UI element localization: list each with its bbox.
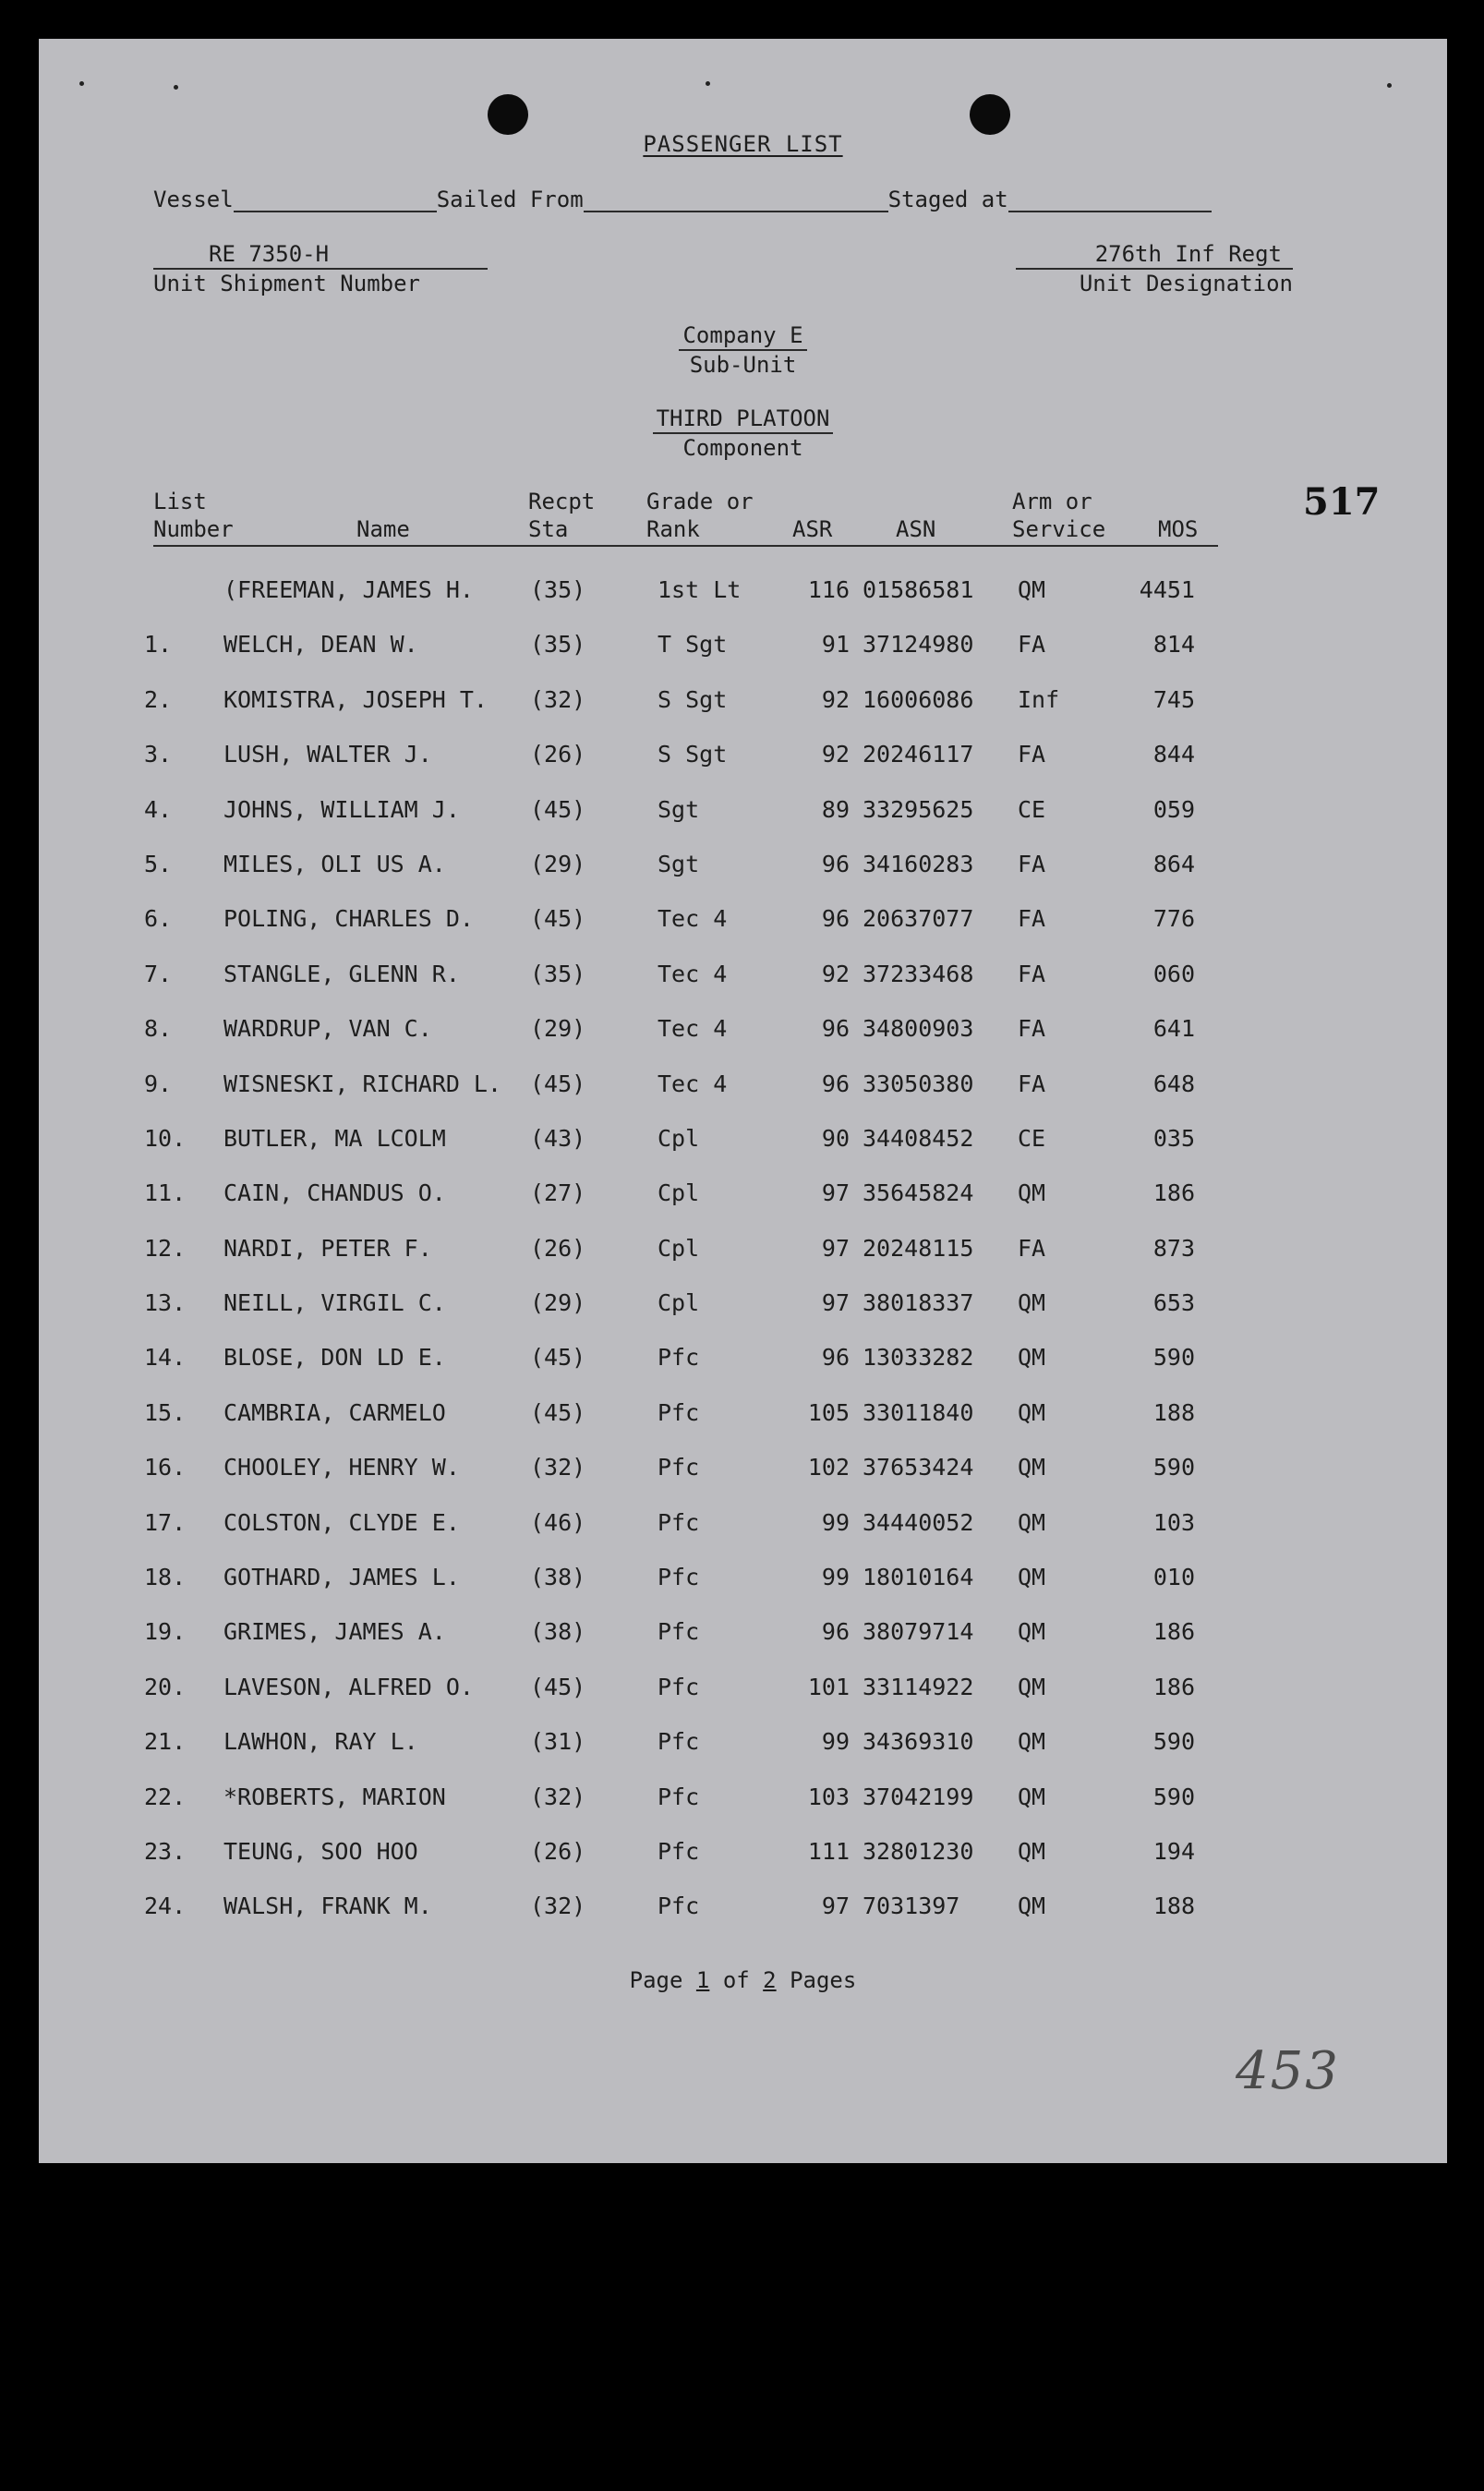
asn-value: 18010164: [863, 1564, 974, 1591]
sub-unit-block: [39, 321, 1447, 379]
passenger-name: CHOOLEY, HENRY W.: [223, 1454, 460, 1481]
col-header-asn: ASN: [896, 516, 936, 542]
asn-value: 35645824: [863, 1179, 974, 1207]
arm-service: QM: [1018, 1179, 1046, 1207]
list-number: 4.: [144, 795, 173, 823]
mos-value: 059: [1152, 795, 1195, 823]
unit-shipment-field: [153, 240, 488, 297]
mos-value: 4451: [1139, 576, 1195, 603]
table-row: [39, 1776, 1447, 1831]
list-number: 13.: [144, 1289, 187, 1317]
grade-rank: 1st Lt: [658, 576, 742, 603]
passenger-name: LUSH, WALTER J.: [223, 741, 432, 768]
grade-rank: Pfc: [658, 1728, 700, 1756]
sailed-from-blank: [584, 192, 888, 212]
grade-rank: Tec 4: [658, 1015, 728, 1043]
asn-value: 33295625: [863, 795, 974, 823]
list-number: 3.: [144, 741, 173, 768]
arm-service: CE: [1018, 1124, 1046, 1152]
recpt-sta: (38): [530, 1618, 586, 1646]
grade-rank: Pfc: [658, 1508, 700, 1536]
arm-service: CE: [1018, 795, 1046, 823]
roster-table: [39, 569, 1447, 1941]
asr-value: 99: [821, 1728, 850, 1756]
recpt-sta: (32): [530, 1892, 586, 1920]
document-title: PASSENGER LIST: [643, 131, 843, 157]
asr-value: 99: [821, 1564, 850, 1591]
grade-rank: Pfc: [658, 1837, 700, 1865]
asn-value: 37042199: [863, 1783, 974, 1810]
arm-service: QM: [1018, 1564, 1046, 1591]
mos-value: 648: [1152, 1070, 1195, 1097]
grade-rank: Pfc: [658, 1892, 700, 1920]
recpt-sta: (31): [530, 1728, 586, 1756]
passenger-name: BLOSE, DON LD E.: [223, 1344, 446, 1372]
sub-unit-label: Sub-Unit: [689, 352, 797, 378]
recpt-sta: (29): [530, 1015, 586, 1043]
asr-value: 97: [821, 1892, 850, 1920]
grade-rank: Pfc: [658, 1673, 700, 1700]
staged-at-blank: [1008, 192, 1212, 212]
arm-service: QM: [1018, 1454, 1046, 1481]
asr-value: 92: [821, 960, 850, 987]
recpt-sta: (45): [530, 1673, 586, 1700]
mos-value: 873: [1152, 1234, 1195, 1262]
list-number: 21.: [144, 1728, 187, 1756]
asn-value: 34369310: [863, 1728, 974, 1756]
mos-value: 590: [1152, 1344, 1195, 1372]
asn-value: 38018337: [863, 1289, 974, 1317]
asr-value: 101: [807, 1673, 850, 1700]
recpt-sta: (29): [530, 850, 586, 877]
staged-at-label: Staged at: [887, 187, 1008, 212]
asr-value: 90: [821, 1124, 850, 1152]
list-number: 10.: [144, 1124, 187, 1152]
asr-value: 96: [821, 1015, 850, 1043]
table-row: [39, 1282, 1447, 1336]
arm-service: QM: [1018, 1508, 1046, 1536]
asn-value: 13033282: [863, 1344, 974, 1372]
grade-rank: Pfc: [658, 1344, 700, 1372]
recpt-sta: (32): [530, 1454, 586, 1481]
header-rule: [153, 545, 1218, 547]
vessel-row: [153, 187, 1212, 212]
table-row: [39, 1502, 1447, 1556]
asn-value: 20637077: [863, 905, 974, 933]
list-number: 2.: [144, 685, 173, 713]
recpt-sta: (45): [530, 1070, 586, 1097]
arm-service: FA: [1018, 741, 1046, 768]
list-number: 22.: [144, 1783, 187, 1810]
grade-rank: Cpl: [658, 1124, 700, 1152]
grade-rank: S Sgt: [658, 741, 728, 768]
table-row: [39, 1008, 1447, 1062]
asn-value: 20246117: [863, 741, 974, 768]
asr-value: 116: [807, 576, 850, 603]
table-row: [39, 1336, 1447, 1391]
passenger-name: *ROBERTS, MARION: [223, 1783, 446, 1810]
passenger-name: STANGLE, GLENN R.: [223, 960, 460, 987]
unit-shipment-number: RE 7350-H: [153, 240, 488, 270]
grade-rank: Pfc: [658, 1398, 700, 1426]
mos-value: 188: [1152, 1892, 1195, 1920]
mos-value: 186: [1152, 1673, 1195, 1700]
recpt-sta: (32): [530, 685, 586, 713]
table-row: [39, 1446, 1447, 1501]
component-block: [39, 405, 1447, 462]
mos-value: 103: [1152, 1508, 1195, 1536]
table-row: [39, 898, 1447, 952]
asn-value: 16006086: [863, 685, 974, 713]
mos-value: 060: [1152, 960, 1195, 987]
list-number: 7.: [144, 960, 173, 987]
asn-value: 34408452: [863, 1124, 974, 1152]
unit-designation-label: Unit Designation: [1079, 271, 1293, 296]
asr-value: 91: [821, 631, 850, 659]
grade-rank: Cpl: [658, 1234, 700, 1262]
sub-unit-value: Company E: [679, 321, 806, 351]
grade-rank: Sgt: [658, 850, 700, 877]
arm-service: FA: [1018, 1070, 1046, 1097]
grade-rank: Pfc: [658, 1783, 700, 1810]
mos-value: 186: [1152, 1179, 1195, 1207]
asr-value: 89: [821, 795, 850, 823]
asn-value: 01586581: [863, 576, 974, 603]
asr-value: 92: [821, 741, 850, 768]
table-row: [39, 569, 1447, 623]
grade-rank: Cpl: [658, 1179, 700, 1207]
speck: [706, 81, 710, 86]
asr-value: 96: [821, 905, 850, 933]
list-number: 12.: [144, 1234, 187, 1262]
recpt-sta: (45): [530, 1344, 586, 1372]
asn-value: 37653424: [863, 1454, 974, 1481]
table-row: [39, 1666, 1447, 1721]
mos-value: 653: [1152, 1289, 1195, 1317]
list-number: 18.: [144, 1564, 187, 1591]
speck: [1387, 83, 1392, 88]
passenger-name: GRIMES, JAMES A.: [223, 1618, 446, 1646]
grade-rank: Pfc: [658, 1564, 700, 1591]
recpt-sta: (26): [530, 1837, 586, 1865]
passenger-name: LAVESON, ALFRED O.: [223, 1673, 474, 1700]
table-row: [39, 1611, 1447, 1665]
recpt-sta: (26): [530, 741, 586, 768]
table-row: [39, 1885, 1447, 1940]
asr-value: 102: [807, 1454, 850, 1481]
list-number: 23.: [144, 1837, 187, 1865]
recpt-sta: (45): [530, 795, 586, 823]
arm-service: FA: [1018, 1015, 1046, 1043]
handwritten-number: 453: [1236, 2041, 1340, 2101]
mos-value: 590: [1152, 1783, 1195, 1810]
punch-hole: [970, 94, 1010, 135]
list-number: 11.: [144, 1179, 187, 1207]
mos-value: 814: [1152, 631, 1195, 659]
mos-value: 844: [1152, 741, 1195, 768]
col-header-grade: Grade or Rank: [646, 489, 754, 542]
passenger-name: POLING, CHARLES D.: [223, 905, 474, 933]
asn-value: 33050380: [863, 1070, 974, 1097]
arm-service: QM: [1018, 1728, 1046, 1756]
stamp-number: 517: [1303, 480, 1381, 524]
passenger-name: WALSH, FRANK M.: [223, 1892, 432, 1920]
table-row: [39, 843, 1447, 898]
mos-value: 641: [1152, 1015, 1195, 1043]
arm-service: QM: [1018, 1892, 1046, 1920]
passenger-name: WELCH, DEAN W.: [223, 631, 418, 659]
list-number: 19.: [144, 1618, 187, 1646]
asr-value: 96: [821, 1618, 850, 1646]
list-number: 8.: [144, 1015, 173, 1043]
recpt-sta: (26): [530, 1234, 586, 1262]
mos-value: 194: [1152, 1837, 1195, 1865]
recpt-sta: (32): [530, 1783, 586, 1810]
asr-value: 111: [807, 1837, 850, 1865]
mos-value: 776: [1152, 905, 1195, 933]
arm-service: QM: [1018, 1289, 1046, 1317]
asr-value: 103: [807, 1783, 850, 1810]
arm-service: QM: [1018, 1398, 1046, 1426]
sailed-from-label: Sailed From: [436, 187, 584, 212]
col-header-mos: MOS: [1158, 516, 1199, 542]
arm-service: QM: [1018, 1673, 1046, 1700]
passenger-name: CAIN, CHANDUS O.: [223, 1179, 446, 1207]
col-header-name: Name: [356, 516, 410, 542]
arm-service: FA: [1018, 850, 1046, 877]
arm-service: QM: [1018, 1783, 1046, 1810]
col-header-arm: Arm or Service: [1012, 489, 1106, 542]
list-number: 16.: [144, 1454, 187, 1481]
passenger-name: WARDRUP, VAN C.: [223, 1015, 432, 1043]
arm-service: QM: [1018, 576, 1046, 603]
unit-designation-field: [1016, 240, 1293, 297]
recpt-sta: (27): [530, 1179, 586, 1207]
arm-service: Inf: [1018, 685, 1060, 713]
list-number: 14.: [144, 1344, 187, 1372]
passenger-name: GOTHARD, JAMES L.: [223, 1564, 460, 1591]
grade-rank: Tec 4: [658, 905, 728, 933]
grade-rank: Pfc: [658, 1618, 700, 1646]
asn-value: 34800903: [863, 1015, 974, 1043]
table-row: [39, 1118, 1447, 1172]
recpt-sta: (45): [530, 905, 586, 933]
arm-service: FA: [1018, 905, 1046, 933]
col-header-recpt-sta: Recpt Sta: [528, 489, 596, 542]
passenger-name: COLSTON, CLYDE E.: [223, 1508, 460, 1536]
arm-service: QM: [1018, 1837, 1046, 1865]
component-value: THIRD PLATOON: [653, 405, 834, 434]
asn-value: 20248115: [863, 1234, 974, 1262]
asn-value: 32801230: [863, 1837, 974, 1865]
passenger-name: LAWHON, RAY L.: [223, 1728, 418, 1756]
mos-value: 186: [1152, 1618, 1195, 1646]
recpt-sta: (35): [530, 631, 586, 659]
mos-value: 590: [1152, 1454, 1195, 1481]
table-row: [39, 789, 1447, 843]
col-header-asr: ASR: [792, 516, 833, 542]
mos-value: 864: [1152, 850, 1195, 877]
asn-value: 34440052: [863, 1508, 974, 1536]
passenger-name: TEUNG, SOO HOO: [223, 1837, 418, 1865]
arm-service: QM: [1018, 1618, 1046, 1646]
mos-value: 745: [1152, 685, 1195, 713]
list-number: 5.: [144, 850, 173, 877]
table-row: [39, 953, 1447, 1008]
recpt-sta: (35): [530, 576, 586, 603]
asr-value: 105: [807, 1398, 850, 1426]
speck: [79, 81, 84, 86]
asr-value: 97: [821, 1234, 850, 1262]
passenger-name: CAMBRIA, CARMELO: [223, 1398, 446, 1426]
grade-rank: Tec 4: [658, 1070, 728, 1097]
passenger-name: BUTLER, MA LCOLM: [223, 1124, 446, 1152]
grade-rank: T Sgt: [658, 631, 728, 659]
arm-service: FA: [1018, 960, 1046, 987]
document-page: [39, 39, 1447, 2163]
table-row: [39, 733, 1447, 788]
grade-rank: Cpl: [658, 1289, 700, 1317]
mos-value: 010: [1152, 1564, 1195, 1591]
mos-value: 590: [1152, 1728, 1195, 1756]
passenger-name: (FREEMAN, JAMES H.: [223, 576, 474, 603]
table-row: [39, 1831, 1447, 1885]
table-row: [39, 1556, 1447, 1611]
passenger-name: JOHNS, WILLIAM J.: [223, 795, 460, 823]
passenger-name: WISNESKI, RICHARD L.: [223, 1070, 502, 1097]
passenger-name: NARDI, PETER F.: [223, 1234, 432, 1262]
list-number: 1.: [144, 631, 173, 659]
asn-value: 34160283: [863, 850, 974, 877]
unit-shipment-label: Unit Shipment Number: [153, 271, 420, 296]
list-number: 24.: [144, 1892, 187, 1920]
passenger-name: KOMISTRA, JOSEPH T.: [223, 685, 488, 713]
col-header-list-number: List Number: [153, 489, 234, 542]
page-footer: Page 1 of 2 Pages: [629, 1967, 857, 1993]
asn-value: 38079714: [863, 1618, 974, 1646]
table-row: [39, 1721, 1447, 1775]
asr-value: 92: [821, 685, 850, 713]
asr-value: 96: [821, 1344, 850, 1372]
passenger-name: NEILL, VIRGIL C.: [223, 1289, 446, 1317]
unit-designation: 276th Inf Regt: [1016, 240, 1293, 270]
list-number: 17.: [144, 1508, 187, 1536]
recpt-sta: (35): [530, 960, 586, 987]
asn-value: 7031397: [863, 1892, 960, 1920]
passenger-name: MILES, OLI US A.: [223, 850, 446, 877]
list-number: 15.: [144, 1398, 187, 1426]
mos-value: 035: [1152, 1124, 1195, 1152]
punch-hole: [488, 94, 528, 135]
recpt-sta: (29): [530, 1289, 586, 1317]
table-row: [39, 1063, 1447, 1118]
asn-value: 37233468: [863, 960, 974, 987]
recpt-sta: (46): [530, 1508, 586, 1536]
grade-rank: S Sgt: [658, 685, 728, 713]
recpt-sta: (43): [530, 1124, 586, 1152]
asr-value: 97: [821, 1179, 850, 1207]
table-row: [39, 1172, 1447, 1227]
list-number: 9.: [144, 1070, 173, 1097]
vessel-label: Vessel: [153, 187, 234, 212]
asn-value: 33114922: [863, 1673, 974, 1700]
table-row: [39, 623, 1447, 678]
component-label: Component: [682, 435, 803, 461]
table-row: [39, 679, 1447, 733]
list-number: 6.: [144, 905, 173, 933]
asn-value: 37124980: [863, 631, 974, 659]
arm-service: FA: [1018, 1234, 1046, 1262]
grade-rank: Sgt: [658, 795, 700, 823]
asr-value: 96: [821, 1070, 850, 1097]
vessel-blank: [234, 192, 437, 212]
list-number: 20.: [144, 1673, 187, 1700]
asr-value: 97: [821, 1289, 850, 1317]
arm-service: FA: [1018, 631, 1046, 659]
arm-service: QM: [1018, 1344, 1046, 1372]
table-row: [39, 1392, 1447, 1446]
table-row: [39, 1227, 1447, 1282]
speck: [174, 85, 178, 90]
recpt-sta: (38): [530, 1564, 586, 1591]
mos-value: 188: [1152, 1398, 1195, 1426]
asn-value: 33011840: [863, 1398, 974, 1426]
asr-value: 96: [821, 850, 850, 877]
asr-value: 99: [821, 1508, 850, 1536]
recpt-sta: (45): [530, 1398, 586, 1426]
grade-rank: Pfc: [658, 1454, 700, 1481]
grade-rank: Tec 4: [658, 960, 728, 987]
